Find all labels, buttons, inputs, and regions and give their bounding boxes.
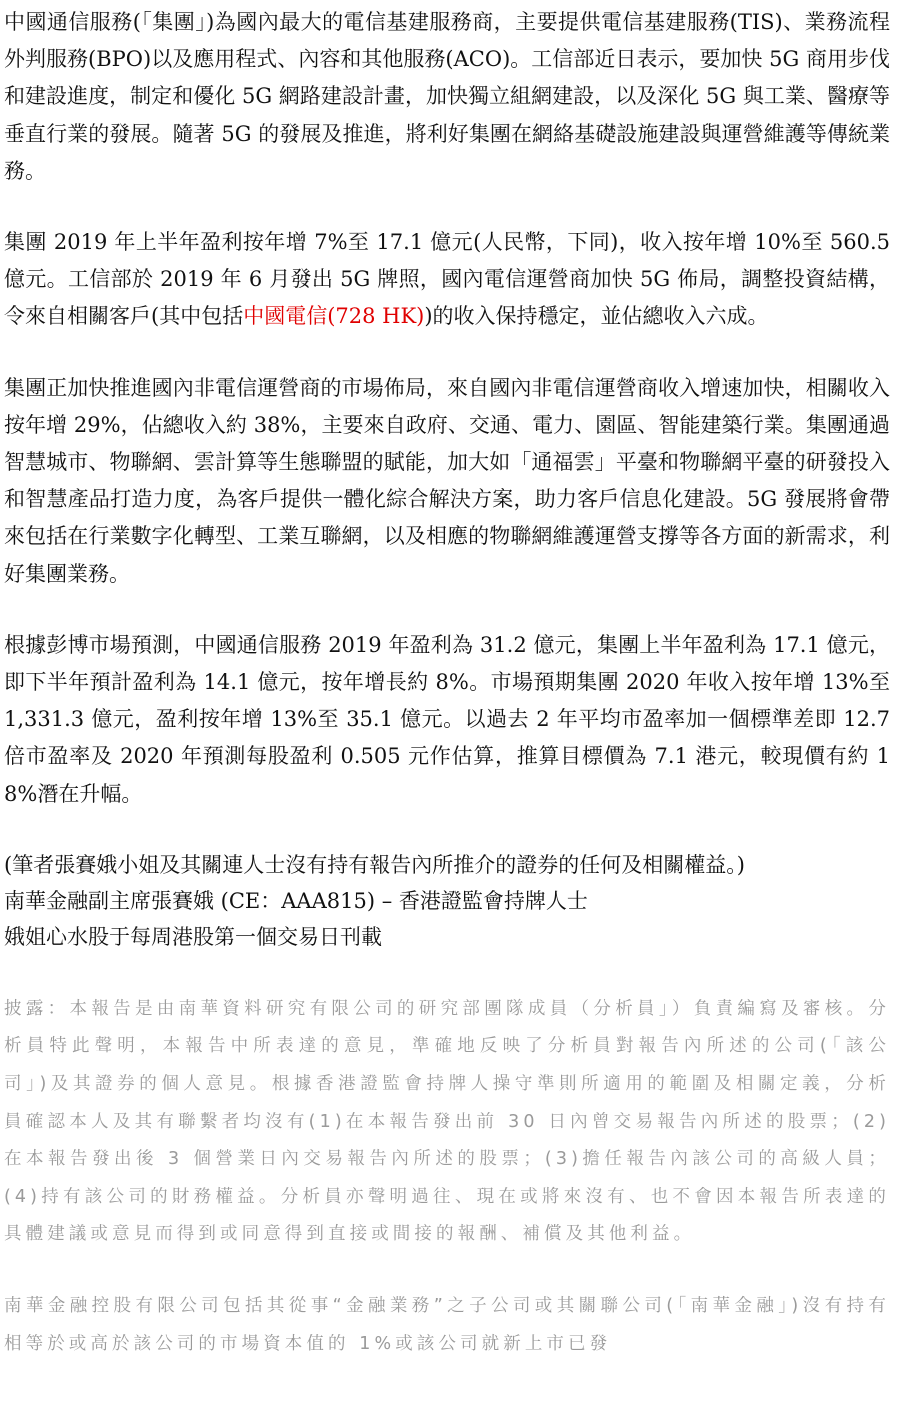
paragraph-2-text-after: )的收入保持穩定，並佔總收入六成。 bbox=[424, 304, 769, 329]
article-paragraph-1: 中國通信服務(「集團」)為國內最大的電信基建服務商，主要提供電信基建服務(TIS)、業務流程外判服務(BPO)以及應用程式、內容和其他服務(ACO)。工信部近日表示，要加快 5G 商用步伐和建設進度，制定和優化 5G 網路建設計畫，加快獨立組網建設，以及深化 5G 與工業、醫療等垂直行業的發展。隨著 5G 的發展及推進，將利好集團在網絡基礎設施建設與運營維護等傳統業務。 bbox=[4, 10, 890, 183]
paragraph-2-text-before: 集團 2019 年上半年盈利按年增 7%至 17.1 億元(人民幣，下同)，收入按年增 10%至 560.5 億元。工信部於 2019 年 6 月發出 5G 牌照，國內電信運營商加快 5G 佈局，調整投資結構，令來自相關客戶(其中包括 bbox=[4, 230, 890, 329]
author-declaration: (筆者張賽娥小姐及其關連人士沒有持有報告內所推介的證券的任何及相關權益。) bbox=[4, 852, 745, 877]
article-paragraph-3: 集團正加快推進國內非電信運營商的市場佈局，來自國內非電信運營商收入增速加快，相關收入按年增 29%，佔總收入約 38%，主要來自政府、交通、電力、園區、智能建築行業。集團通過智慧城市、物聯網、雲計算等生態聯盟的賦能，加大如「通福雲」平臺和物聯網平臺的研發投入和智慧產品打造力度，為客戶提供一體化綜合解決方案，助力客戶信息化建設。5G 發展將會帶來包括在行業數字化轉型、工業互聯網，以及相應的物聯網維護運營支撐等各方面的新需求，利好集團業務。 bbox=[4, 375, 890, 586]
stock-link-china-telecom[interactable]: 中國電信(728 HK) bbox=[243, 304, 425, 329]
author-signature bbox=[4, 847, 890, 955]
disclaimer-paragraph-1: 披露：本報告是由南華資料研究有限公司的研究部團隊成員（分析員」）負責編寫及審核。分析員特此聲明，本報告中所表達的意見，準確地反映了分析員對報告內所述的公司(「該公司」)及其證券的個人意見。根據香港證監會持牌人操守準則所適用的範圍及相關定義，分析員確認本人及其有聯繫者均沒有(1)在本報告發出前 30 日內曾交易報告內所述的股票；(2)在本報告發出後 3 個營業日內交易報告內所述的股票；(3)擔任報告內該公司的高級人員；(4)持有該公司的財務權益。分析員亦聲明過往、現在或將來沒有、也不會因本報告所表達的具體建議或意見而得到或同意得到直接或間接的報酬、補償及其他利益。 bbox=[4, 998, 890, 1245]
disclaimer-paragraph-2: 南華金融控股有限公司包括其從事“金融業務”之子公司或其關聯公司(「南華金融」)沒有持有相等於或高於該公司的市場資本值的 1%或該公司就新上市已發 bbox=[4, 1296, 890, 1354]
article-paragraph-4: 根據彭博市場預測，中國通信服務 2019 年盈利為 31.2 億元，集團上半年盈利為 17.1 億元，即下半年預計盈利為 14.1 億元，按年增長約 8%。市場預期集團 2020 年收入按年增 13%至 1,331.3 億元，盈利按年增 13%至 35.1 億元。以過去 2 年平均市盈率加一個標準差即 12.7 倍市盈率及 2020 年預測每股盈利 0.505 元作估算，推算目標價為 7.1 港元，較現價有約 18%潛在升幅。 bbox=[4, 632, 890, 806]
author-title: 南華金融副主席張賽娥 (CE：AAA815) – 香港證監會持牌人士 bbox=[4, 888, 588, 913]
article-paragraph-2 bbox=[4, 224, 890, 336]
column-schedule-note: 娥姐心水股于每周港股第一個交易日刊載 bbox=[4, 924, 382, 949]
